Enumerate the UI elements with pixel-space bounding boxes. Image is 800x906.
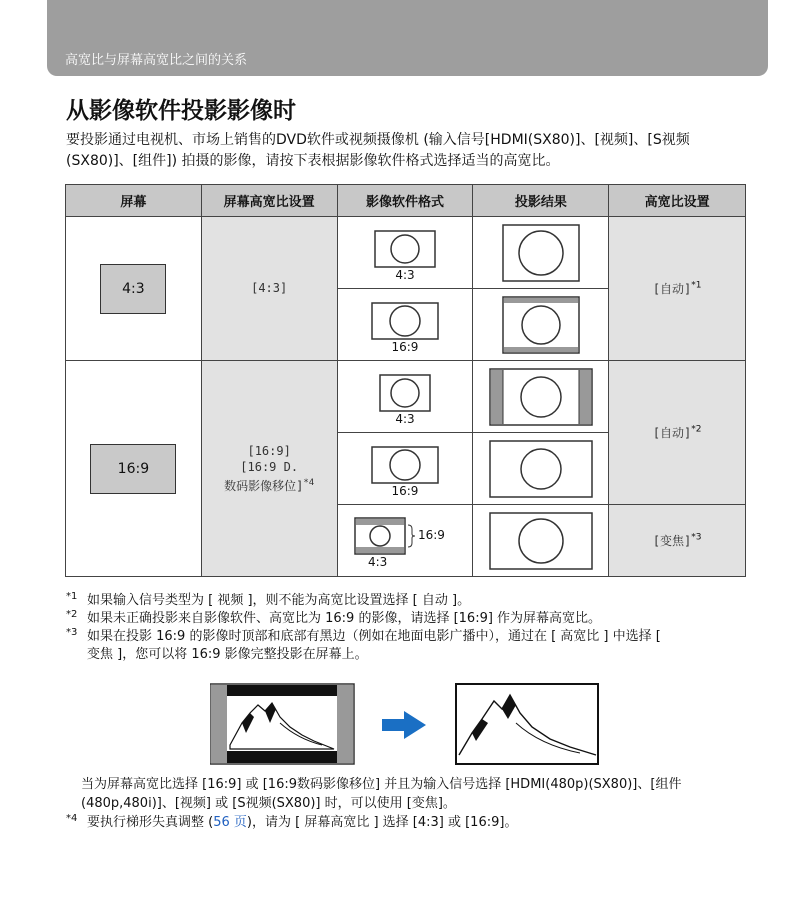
aspect-cell-auto-1 bbox=[609, 217, 746, 361]
footnotes bbox=[66, 592, 756, 664]
footnote-1 bbox=[66, 592, 756, 610]
result-cell bbox=[473, 505, 609, 577]
setting-169-line1: [16:9] bbox=[247, 444, 291, 458]
format-cell bbox=[337, 289, 473, 361]
footnote-3-mark: *3 bbox=[66, 627, 78, 638]
bottom-notes bbox=[66, 775, 756, 832]
format-169-image bbox=[371, 302, 439, 340]
page-56-link[interactable]: 56 页 bbox=[213, 815, 247, 830]
aspect-cell-auto-2 bbox=[609, 361, 746, 505]
aspect-auto-2-mark: *2 bbox=[691, 424, 702, 435]
result-cell bbox=[473, 289, 609, 361]
setting-169-line2: [16:9 D. bbox=[240, 460, 299, 474]
page-title: 从影像软件投影影像时 bbox=[66, 98, 296, 124]
format-label: 4:3 bbox=[395, 267, 415, 282]
format-cell bbox=[337, 505, 473, 577]
format-letterbox-side-label: 16:9 bbox=[417, 527, 445, 542]
zoom-usage-paragraph: 当为屏幕高宽比选择 [16:9] 或 [16:9数码影像移位] 并且为输入信号选择 [HDMI(480p)(SX80)]、[组件(480p,480i)]、[视频] 或 [S视频(SX80)] 时，可以使用 [变焦]。 bbox=[81, 777, 682, 811]
footnote-1-mark: *1 bbox=[66, 591, 78, 602]
footnote-4-mark: *4 bbox=[66, 813, 78, 824]
col-screen-setting: 屏幕高宽比设置 bbox=[201, 185, 337, 217]
aspect-auto-1: [自动] bbox=[652, 282, 692, 296]
screen-43-box: 4:3 bbox=[100, 264, 166, 314]
setting-43-value: [4:3] bbox=[251, 281, 288, 295]
screen-cell-43 bbox=[66, 217, 202, 361]
setting-cell-43 bbox=[201, 217, 337, 361]
format-43-image-2 bbox=[379, 374, 431, 412]
format-169-image-2 bbox=[371, 446, 439, 484]
format-label: 16:9 bbox=[391, 339, 419, 354]
zoom-before-after-figure bbox=[210, 683, 600, 767]
format-label: 4:3 bbox=[367, 554, 388, 569]
format-label: 4:3 bbox=[395, 411, 415, 426]
setting-169-line3: 数码影像移位] bbox=[224, 479, 304, 493]
format-43-image bbox=[374, 230, 436, 268]
footnote-3-text-2: 变焦 ]，您可以将 16:9 影像完整投影在屏幕上。 bbox=[87, 647, 368, 662]
footnote-3 bbox=[66, 628, 756, 664]
footnote-3-text-1: 如果在投影 16:9 的影像时顶部和底部有黑边（例如在地面电影广播中），通过在 [ 高宽比 ] 中选择 [ bbox=[87, 629, 661, 644]
format-cell bbox=[337, 433, 473, 505]
setting-169-mark: *4 bbox=[303, 478, 315, 488]
format-cell bbox=[337, 217, 473, 289]
format-cell bbox=[337, 361, 473, 433]
aspect-zoom-mark: *3 bbox=[691, 532, 702, 543]
footnote-4 bbox=[66, 813, 756, 832]
aspect-cell-zoom bbox=[609, 505, 746, 577]
format-label: 16:9 bbox=[391, 483, 419, 498]
col-screen: 屏幕 bbox=[66, 185, 202, 217]
footnote-2-text: 如果未正确投影来自影像软件、高宽比为 16:9 的影像，请选择 [16:9] 作为屏幕高宽比。 bbox=[87, 611, 602, 626]
result-169-43-image bbox=[489, 368, 593, 426]
result-169-169-image bbox=[489, 440, 593, 498]
result-cell bbox=[473, 433, 609, 505]
aspect-auto-1-mark: *1 bbox=[691, 280, 702, 291]
screen-cell-169 bbox=[66, 361, 202, 577]
table-row bbox=[66, 361, 746, 433]
aspect-table bbox=[65, 184, 746, 577]
footnote-1-text: 如果输入信号类型为 [ 视频 ]，则不能为高宽比设置选择 [ 自动 ]。 bbox=[87, 593, 471, 608]
col-aspect: 高宽比设置 bbox=[609, 185, 746, 217]
table-row bbox=[66, 217, 746, 289]
result-43-169-image bbox=[502, 296, 580, 354]
footnote-4-pre: 要执行梯形失真调整 ( bbox=[87, 815, 214, 830]
footnote-2 bbox=[66, 610, 756, 628]
result-43-43-image bbox=[502, 224, 580, 282]
col-format: 影像软件格式 bbox=[337, 185, 473, 217]
zoom-illustration bbox=[210, 683, 600, 767]
aspect-zoom: [变焦] bbox=[652, 534, 692, 548]
aspect-auto-2: [自动] bbox=[652, 426, 692, 440]
footnote-2-mark: *2 bbox=[66, 609, 78, 620]
setting-cell-169 bbox=[201, 361, 337, 577]
result-169-zoom-image bbox=[489, 512, 593, 570]
screen-169-box: 16:9 bbox=[90, 444, 176, 494]
intro-paragraph: 要投影通过电视机、市场上销售的DVD软件或视频摄像机 (输入信号[HDMI(SX80)]、[视频]、[S视频(SX80)]、[组件]) 拍摄的影像，请按下表根据影像软件格式选择适当的高宽比。 bbox=[66, 132, 690, 169]
table-header-row bbox=[66, 185, 746, 217]
result-cell bbox=[473, 361, 609, 433]
footnote-4-post: )，请为 [ 屏幕高宽比 ] 选择 [4:3] 或 [16:9]。 bbox=[246, 815, 518, 830]
result-cell bbox=[473, 217, 609, 289]
col-result: 投影结果 bbox=[473, 185, 609, 217]
section-header bbox=[47, 0, 768, 76]
section-title: 高宽比与屏幕高宽比之间的关系 bbox=[65, 53, 248, 68]
